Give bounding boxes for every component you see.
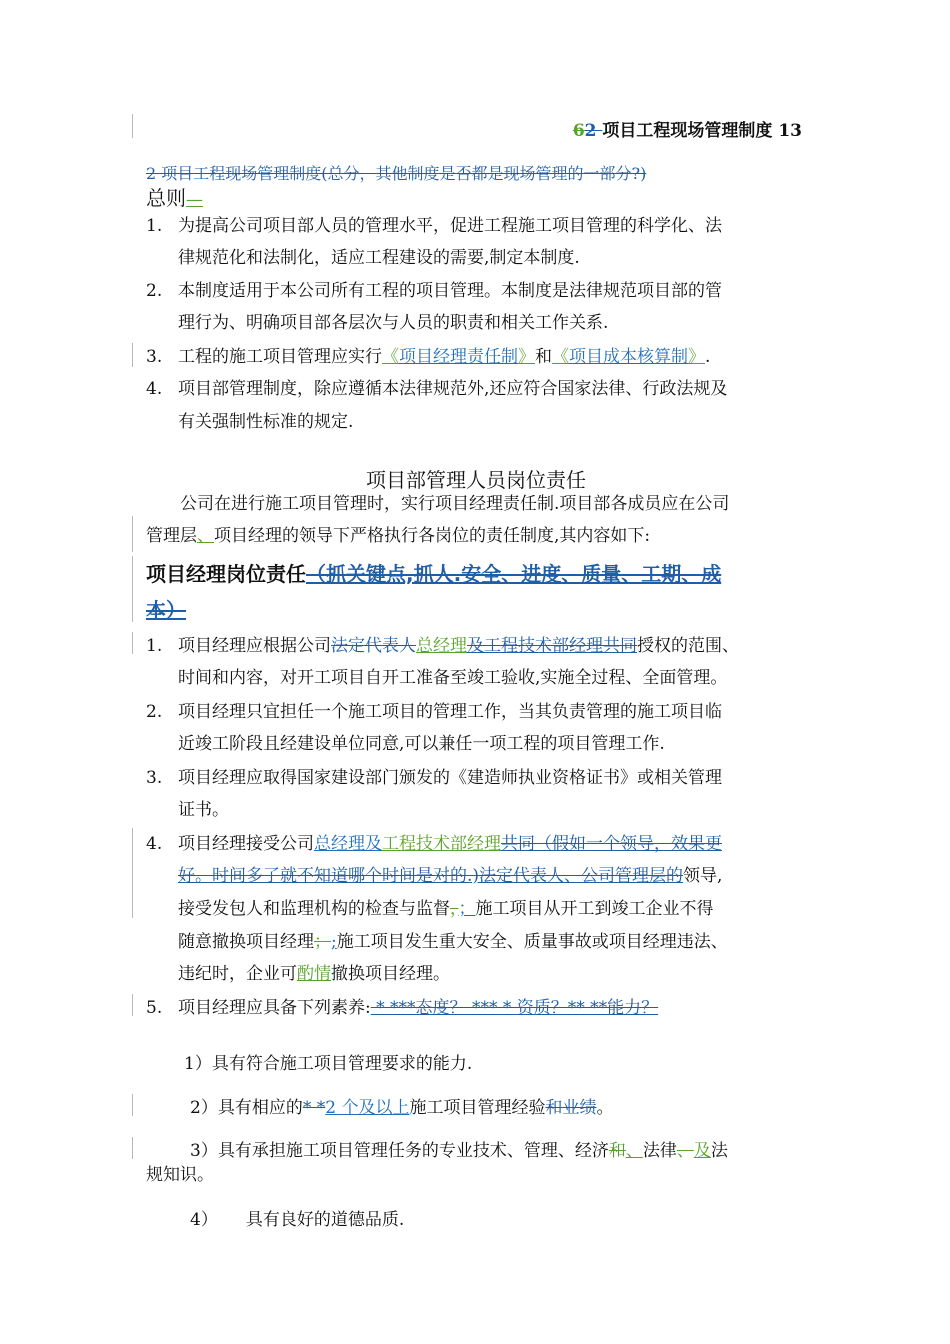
pm-item-5: 项目经理应具备下列素养: * ***态度？ *** * 资质？** **能力？ [178, 998, 659, 1018]
duties-intro-line-1: 公司在进行施工项目管理时，实行项目经理责任制.项目部各成员应在公司 [180, 494, 730, 514]
pm-item-4-line-4: 随意撤换项目经理；;施工项目发生重大安全、质量事故或项目经理违法、 [178, 932, 728, 952]
pm-item-3-line-1: 项目经理应取得国家建设部门颁发的《建造师执业资格证书》或相关管理 [178, 768, 722, 788]
change-bar [132, 114, 133, 138]
list-number: 2. [146, 702, 163, 722]
pm-item-4-line-1: 项目经理接受公司总经理及工程技术部经理共同（假如一个领导，效果更 [178, 834, 722, 854]
pm-heading-line-1 [146, 560, 721, 590]
general-title: 总则 [146, 186, 186, 210]
duties-intro-line-2: 管理层、项目经理的领导下严格执行各岗位的责任制度,其内容如下: [146, 526, 651, 546]
list-number: 1. [146, 636, 163, 656]
pm-item-2-line-2: 近竣工阶段且经建设单位同意,可以兼任一项工程的项目管理工作. [178, 734, 665, 754]
deleted-heading: 2 项目工程现场管理制度(总分，其他制度是否都是现场管理的一部分?) [146, 164, 647, 183]
pm-title-deleted: （抓关键点,抓人.安全、进度、质量、工期、成 [306, 562, 722, 586]
change-bar [132, 994, 133, 1016]
pm-title: 项目经理岗位责任 [146, 562, 306, 586]
general-item-2-line-1: 本制度适用于本公司所有工程的项目管理。本制度是法律规范项目部的管 [178, 281, 722, 301]
general-item-3: 工程的施工项目管理应实行《项目经理责任制》和《项目成本核算制》. [178, 347, 711, 367]
header-number-deleted: 6 [572, 121, 585, 141]
list-number: 5. [146, 998, 163, 1018]
pm-item-4-line-3: 接受发包人和监理机构的检查与监督，；施工项目从开工到竣工企业不得 [178, 899, 714, 919]
general-item-1-line-1: 为提高公司项目部人员的管理水平，促进工程施工项目管理的科学化、法 [178, 216, 722, 236]
change-bar [132, 556, 133, 622]
header-title: 项目工程现场管理制度 [602, 121, 773, 141]
pm-sub-4: 4） 具有良好的道德品质. [190, 1210, 405, 1230]
general-item-2-line-2: 理行为、明确项目部各层次与人员的职责和相关工作关系. [178, 313, 609, 333]
header-number-inserted: 2 [584, 121, 603, 141]
header-page-number: 13 [778, 121, 802, 141]
pm-item-2-line-1: 项目经理只宜担任一个施工项目的管理工作，当其负责管理的施工项目临 [178, 702, 722, 722]
pm-item-4-line-2: 好。时间多了就不知道哪个时间是对的.)法定代表人、公司管理层的领导, [178, 866, 723, 886]
pm-item-4-line-5: 违纪时，企业可酌情撤换项目经理。 [178, 964, 450, 984]
change-bar [132, 1094, 133, 1116]
pm-sub-3-line-1: 3）具有承担施工项目管理任务的专业技术、管理、经济和、法律、及法 [190, 1141, 728, 1161]
list-number: 2. [146, 281, 163, 301]
duties-heading: 项目部管理人员岗位责任 [366, 468, 586, 492]
general-title-mark: — [186, 190, 203, 210]
pm-item-3-line-2: 证书。 [178, 800, 229, 820]
change-bar [132, 632, 133, 654]
change-bar [132, 343, 133, 367]
list-number: 1. [146, 216, 163, 236]
pm-heading-line-2: 本） [146, 598, 186, 622]
list-number: 4. [146, 834, 163, 854]
general-heading [146, 186, 203, 212]
general-item-4-line-2: 有关强制性标准的规定. [178, 412, 354, 432]
change-bar [132, 516, 133, 552]
pm-sub-3-line-2: 规知识。 [146, 1165, 214, 1185]
change-bar [132, 1137, 133, 1159]
general-item-4-line-1: 项目部管理制度，除应遵循本法律规范外,还应符合国家法律、行政法规及 [178, 379, 728, 399]
pm-sub-2: 2）具有相应的* *2 个及以上施工项目管理经验和业绩。 [190, 1098, 614, 1118]
pm-sub-1: 1）具有符合施工项目管理要求的能力. [184, 1054, 473, 1074]
list-number: 3. [146, 768, 163, 788]
general-item-1-line-2: 律规范化和法制化，适应工程建设的需要,制定本制度. [178, 248, 580, 268]
pm-item-1-line-1: 项目经理应根据公司法定代表人总经理及工程技术部经理共同授权的范围、 [178, 636, 739, 656]
list-number: 4. [146, 379, 163, 399]
change-bar [132, 828, 133, 918]
list-number: 3. [146, 347, 163, 367]
pm-item-1-line-2: 时间和内容，对开工项目自开工准备至竣工验收,实施全过程、全面管理。 [178, 668, 728, 688]
page-header [573, 116, 802, 141]
